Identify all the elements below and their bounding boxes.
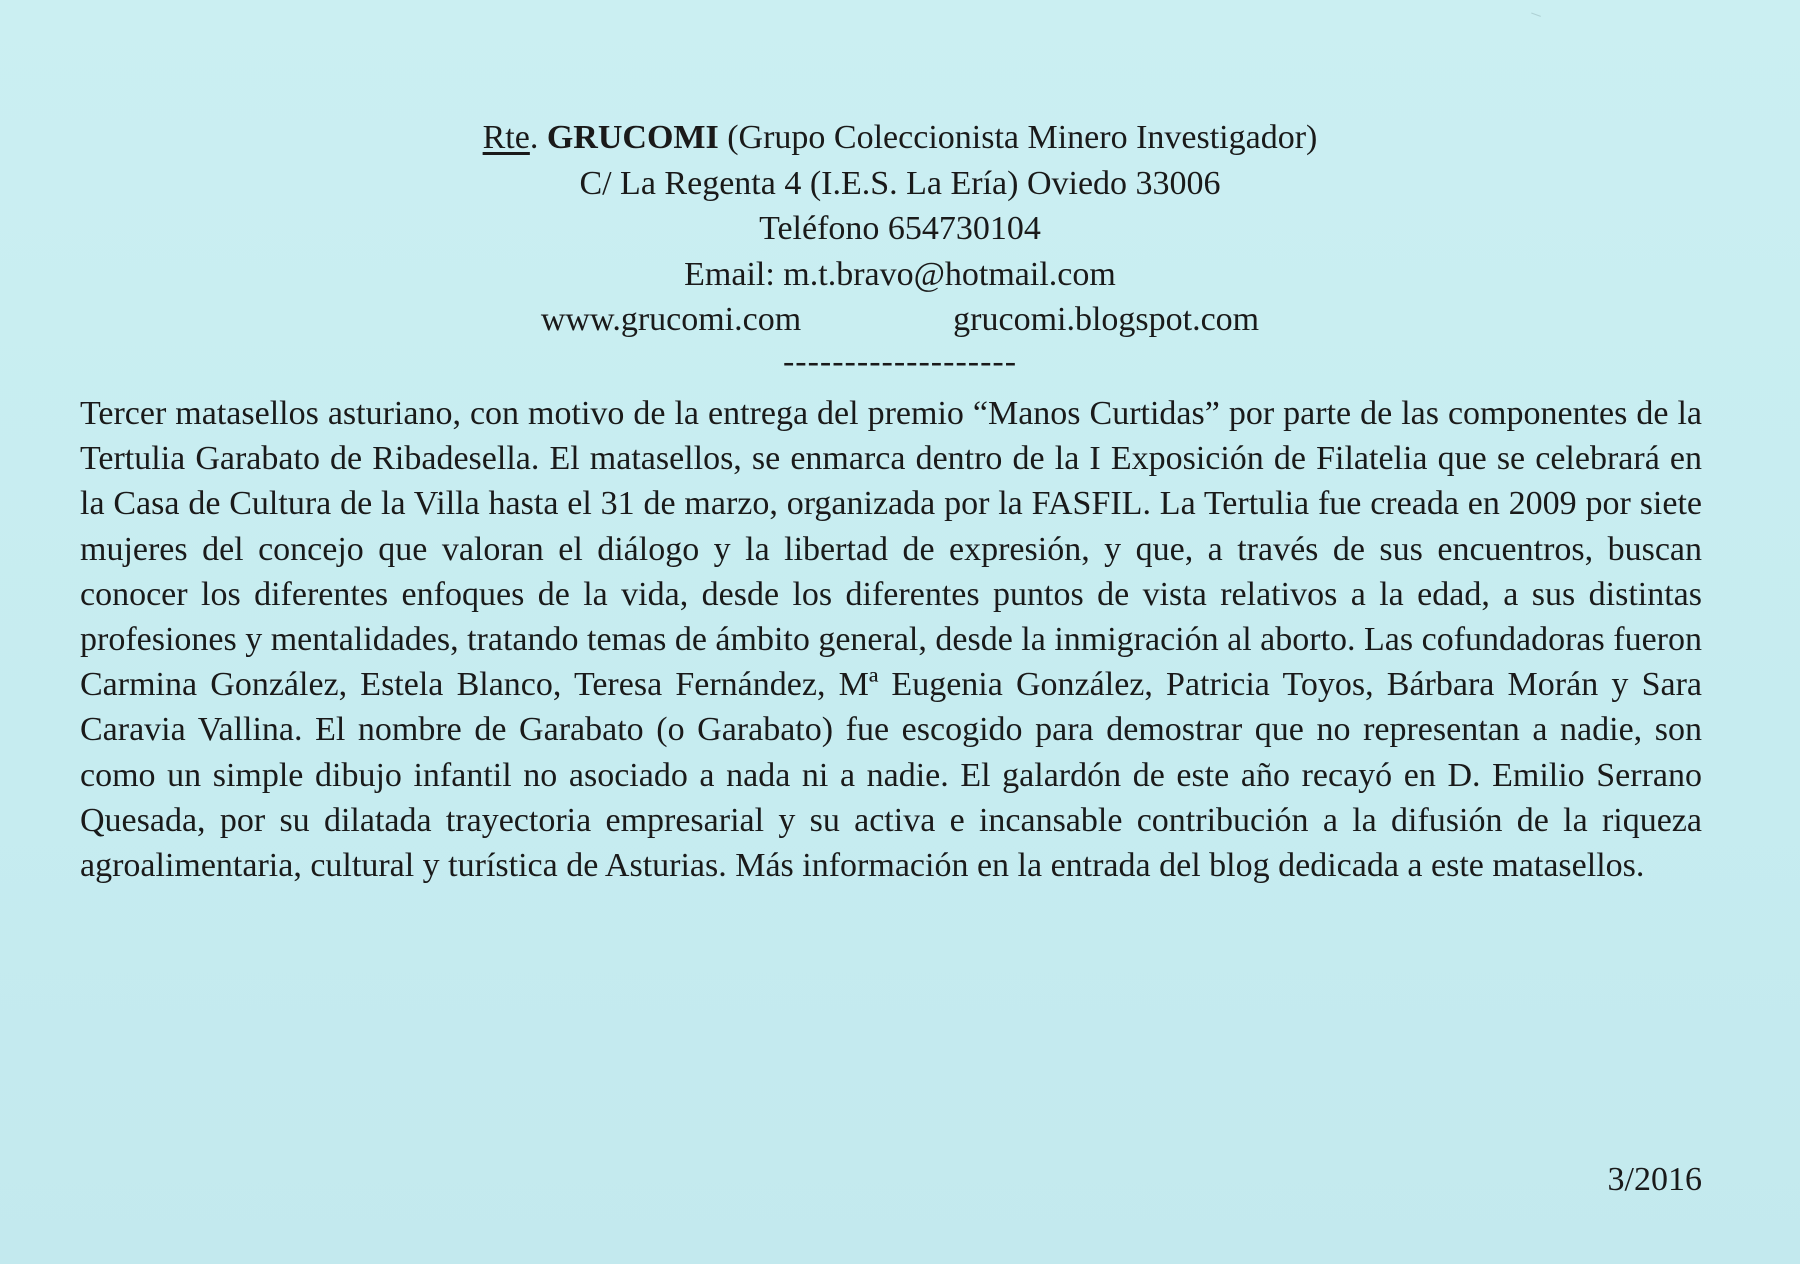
- email-line: Email: m.t.bravo@hotmail.com: [684, 255, 1116, 293]
- sender-line: [0, 115, 1800, 161]
- rte-suffix: .: [529, 119, 547, 156]
- rte-label: Rte: [482, 119, 530, 156]
- web-row: [0, 297, 1800, 343]
- sender-header: [0, 115, 1800, 380]
- blog-url: grucomi.blogspot.com: [953, 301, 1260, 338]
- org-full-name: (Grupo Coleccionista Minero Investigador): [718, 119, 1318, 156]
- website-url: www.grucomi.com: [540, 301, 802, 338]
- scan-mark: [1529, 13, 1541, 23]
- org-name: GRUCOMI: [546, 119, 719, 156]
- separator-line: -------------------: [782, 342, 1018, 380]
- body-paragraph: Tercer matasellos asturiano, con motivo de la entrega del premio “Manos Curtidas” por parte de las componentes de la Tertulia Garabato de Ribadesella. El matasellos, se enmarca dentro de la I Exposición de Filatelia que se celebrará en la Casa de Cultura de la Villa hasta el 31 de marzo, organizada por la FASFIL. La Tertulia fue creada en 2009 por siete mujeres del concejo que valoran el diálogo y la libertad de expresión, y que, a través de sus encuentros, buscan conocer los diferentes enfoques de la vida, desde los diferentes puntos de vista relativos a la edad, a sus distintas profesiones y mentalidades, tratando temas de ámbito general, desde la inmigración al aborto. Las cofundadoras fueron Carmina González, Estela Blanco, Teresa Fernández, Mª Eugenia González, Patricia Toyos, Bárbara Morán y Sara Caravia Vallina. El nombre de Garabato (o Garabato) fue escogido para demostrar que no representan a nadie, son como un simple dibujo infantil no asociado a nada ni a nadie. El galardón de este año recayó en D. Emilio Serrano Quesada, por su dilatada trayectoria empresarial y su activa e incansable contribución a la difusión de la riqueza agroalimentaria, cultural y turística de Asturias. Más información en la entrada del blog dedicada a este matasellos.: [80, 395, 1702, 885]
- address-line: C/ La Regenta 4 (I.E.S. La Ería) Oviedo 33006: [579, 164, 1221, 202]
- phone-line: Teléfono 654730104: [759, 210, 1041, 247]
- issue-date: 3/2016: [1607, 1161, 1702, 1198]
